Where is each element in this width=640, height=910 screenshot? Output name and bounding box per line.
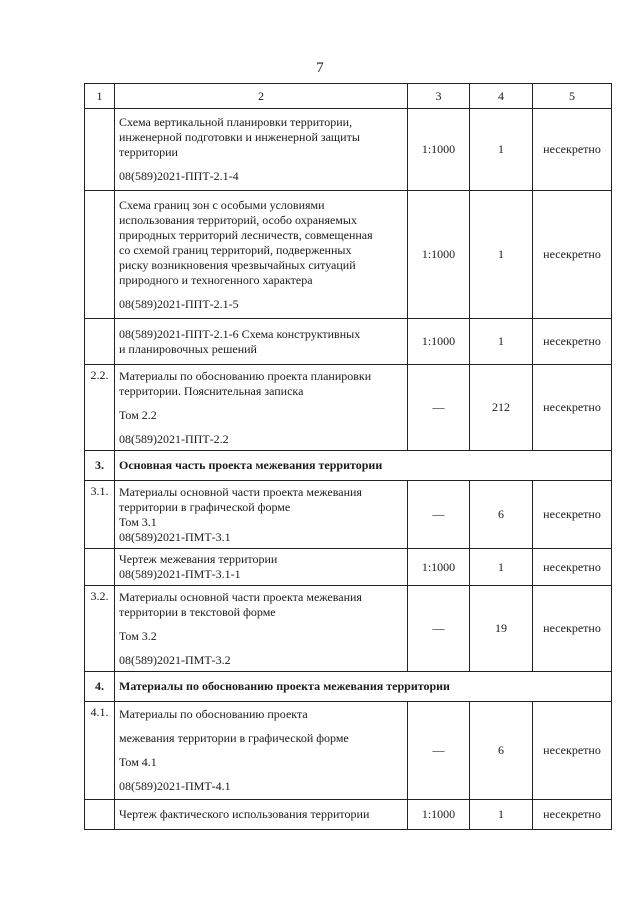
row-secrecy: несекретно xyxy=(533,109,612,191)
description-line: природных территорий лесничеств, совмещенная xyxy=(119,227,373,242)
row-description xyxy=(115,800,408,830)
section-row xyxy=(85,451,612,481)
document-code: 08(589)2021-ППТ-2.1-4 xyxy=(119,169,239,183)
description-line: территории xyxy=(119,145,178,159)
row-secrecy: несекретно xyxy=(533,191,612,319)
row-secrecy: несекретно xyxy=(533,702,612,800)
description-line: территории. Пояснительная записка xyxy=(119,383,304,398)
row-number: 2.2. xyxy=(85,365,115,451)
document-table xyxy=(84,83,612,830)
row-description xyxy=(115,481,408,549)
table-row xyxy=(85,702,612,800)
description-line: инженерной подготовки и инженерной защиты xyxy=(119,130,360,144)
description-line: использования территорий, особо охраняемых xyxy=(119,212,357,227)
row-description xyxy=(115,191,408,319)
description-line: Материалы основной части проекта межевания xyxy=(119,484,362,499)
table-row xyxy=(85,481,612,549)
volume-label: Том 3.1 xyxy=(119,514,157,529)
row-number: 3.1. xyxy=(85,481,115,549)
table-row xyxy=(85,586,612,672)
row-sheets: 1 xyxy=(470,109,533,191)
document-code: 08(589)2021-ПМТ-3.1-1 xyxy=(119,567,241,581)
row-description xyxy=(115,702,408,800)
row-secrecy: несекретно xyxy=(533,365,612,451)
table-header-row xyxy=(85,84,612,109)
row-scale: — xyxy=(408,702,470,800)
row-sheets: 1 xyxy=(470,191,533,319)
row-sheets: 6 xyxy=(470,481,533,549)
row-secrecy: несекретно xyxy=(533,800,612,830)
row-secrecy: несекретно xyxy=(533,586,612,672)
table-row xyxy=(85,109,612,191)
row-scale: — xyxy=(408,365,470,451)
document-code: 08(589)2021-ППТ-2.1-5 xyxy=(119,296,239,311)
row-number: 4.1. xyxy=(85,702,115,800)
row-description xyxy=(115,365,408,451)
row-scale: 1:1000 xyxy=(408,191,470,319)
row-description xyxy=(115,109,408,191)
row-sheets: 19 xyxy=(470,586,533,672)
volume-label: Том 3.2 xyxy=(119,628,157,643)
description-line: Чертеж межевания территории xyxy=(119,552,278,566)
row-scale: 1:1000 xyxy=(408,800,470,830)
row-secrecy: несекретно xyxy=(533,481,612,549)
row-number xyxy=(85,319,115,365)
section-title: Материалы по обоснованию проекта межевания территории xyxy=(115,672,612,702)
header-cell: 5 xyxy=(533,84,612,109)
row-number xyxy=(85,191,115,319)
row-scale: 1:1000 xyxy=(408,549,470,586)
description-line: межевания территории в графической форме xyxy=(119,731,349,745)
row-secrecy: несекретно xyxy=(533,549,612,586)
header-cell: 1 xyxy=(85,84,115,109)
row-description xyxy=(115,549,408,586)
section-row xyxy=(85,672,612,702)
row-sheets: 212 xyxy=(470,365,533,451)
document-code: 08(589)2021-ПМТ-4.1 xyxy=(119,779,231,793)
row-number xyxy=(85,800,115,830)
row-description xyxy=(115,586,408,672)
document-code: 08(589)2021-ПМТ-3.2 xyxy=(119,652,231,667)
description-line: со схемой границ территорий, подверженных xyxy=(119,242,352,257)
description-line: риску возникновения чрезвычайных ситуаций xyxy=(119,257,356,272)
description-line: природного и техногенного характера xyxy=(119,272,313,287)
row-secrecy: несекретно xyxy=(533,319,612,365)
row-sheets: 6 xyxy=(470,702,533,800)
row-number xyxy=(85,549,115,586)
section-number: 3. xyxy=(85,451,115,481)
table-row xyxy=(85,800,612,830)
section-title: Основная часть проекта межевания территории xyxy=(115,451,612,481)
table-row xyxy=(85,549,612,586)
volume-label: Том 2.2 xyxy=(119,407,157,422)
header-cell: 2 xyxy=(115,84,408,109)
volume-label: Том 4.1 xyxy=(119,755,157,769)
table-row xyxy=(85,365,612,451)
description-line: Материалы по обоснованию проекта планировки xyxy=(119,368,372,383)
description-line: Схема границ зон с особыми условиями xyxy=(119,197,325,212)
row-scale: 1:1000 xyxy=(408,319,470,365)
row-number xyxy=(85,109,115,191)
description-line: 08(589)2021-ППТ-2.1-6 Схема конструктивных xyxy=(119,326,361,341)
row-number: 3.2. xyxy=(85,586,115,672)
table-row xyxy=(85,319,612,365)
description-line: Материалы по обоснованию проекта xyxy=(119,707,308,721)
header-cell: 3 xyxy=(408,84,470,109)
row-sheets: 1 xyxy=(470,319,533,365)
description-line: Чертеж фактического использования территории xyxy=(119,807,370,821)
header-cell: 4 xyxy=(470,84,533,109)
description-line: и планировочных решений xyxy=(119,341,257,356)
row-scale: — xyxy=(408,481,470,549)
section-number: 4. xyxy=(85,672,115,702)
row-sheets: 1 xyxy=(470,549,533,586)
description-line: территории в текстовой форме xyxy=(119,604,276,619)
page-number: 7 xyxy=(316,60,324,76)
row-sheets: 1 xyxy=(470,800,533,830)
table-row xyxy=(85,191,612,319)
description-line: Схема вертикальной планировки территории, xyxy=(119,115,353,129)
row-description xyxy=(115,319,408,365)
document-code: 08(589)2021-ППТ-2.2 xyxy=(119,431,229,446)
document-code: 08(589)2021-ПМТ-3.1 xyxy=(119,529,231,544)
row-scale: 1:1000 xyxy=(408,109,470,191)
description-line: Материалы основной части проекта межевания xyxy=(119,589,362,604)
description-line: территории в графической форме xyxy=(119,499,291,514)
row-scale: — xyxy=(408,586,470,672)
